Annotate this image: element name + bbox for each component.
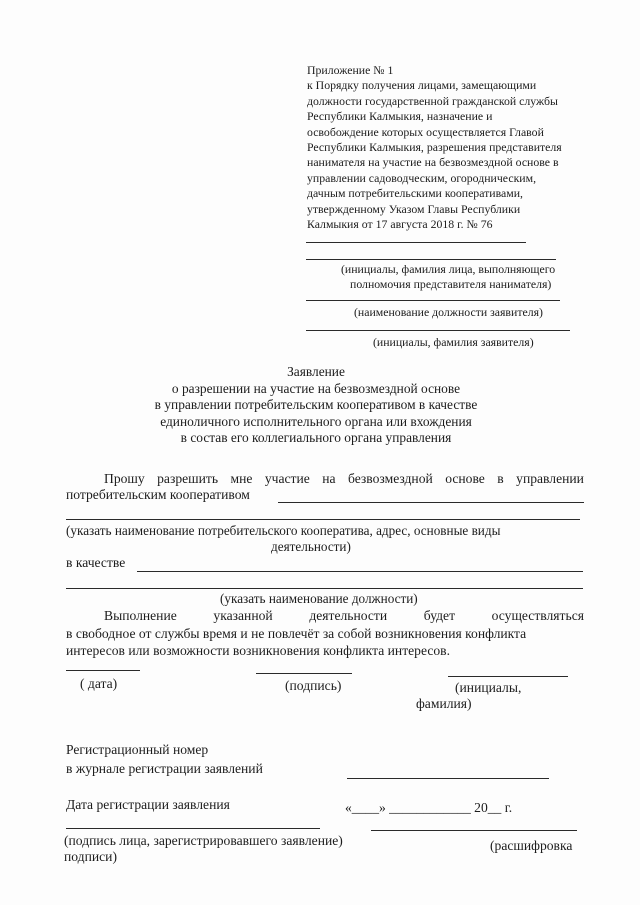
registration-number-label: в журнале регистрации заявлений (66, 761, 263, 776)
position-hint: (наименование должности заявителя) (354, 305, 543, 319)
appendix-line: должности государственной гражданской службы (307, 93, 558, 108)
word: Выполнение (104, 608, 177, 623)
employer-hint: (инициалы, фамилия лица, выполняющего (341, 262, 556, 276)
applicant-hint: (инициалы, фамилия заявителя) (373, 335, 534, 349)
appendix-line: Приложение № 1 (307, 63, 394, 77)
appendix-line: нанимателя на участие на безвозмездной основе в (307, 155, 559, 170)
request-line-2: потребительским кооперативом (66, 487, 250, 502)
capacity-blank-line-2[interactable] (66, 588, 583, 589)
appendix-line: утвержденному Указом Главы Республики (307, 201, 521, 216)
document-title (0, 364, 636, 447)
capacity-blank-line-1[interactable] (137, 571, 583, 572)
title-line: о разрешении на участие на безвозмездной основе (171, 380, 461, 396)
date-blank-line[interactable] (66, 670, 140, 671)
in-capacity-label: в качестве (66, 555, 126, 570)
appendix-line: управлении садоводческим, огородническим, (307, 170, 537, 185)
word: мне (230, 471, 253, 486)
word: осуществляться (491, 608, 584, 623)
request-line-1 (104, 471, 584, 487)
applicant-blank-line[interactable] (306, 330, 570, 331)
word: управлении (516, 471, 584, 486)
cooperative-blank-line-2[interactable] (66, 519, 580, 520)
registration-number-blank-line[interactable] (347, 778, 549, 779)
word: на (322, 471, 336, 486)
initials-label: (инициалы, (455, 680, 522, 695)
decode-signature-line[interactable] (371, 830, 577, 831)
employer-blank-line-2[interactable] (306, 259, 556, 260)
title-line: в управлении потребительским кооперативом в качестве (154, 397, 478, 413)
initials-blank-line[interactable] (448, 676, 568, 677)
registrar-label: (подпись лица, зарегистрировавшего заявление) (64, 833, 343, 848)
word: указанной (213, 608, 273, 623)
statement-line-1 (104, 608, 584, 624)
statement-line-2: в свободное от службы время и не повлечёт за собой возникновения конфликта (66, 626, 527, 641)
decode-label: (расшифровка (490, 838, 573, 853)
appendix-line: Республики Калмыкия, разрешения представителя (307, 140, 562, 155)
position-blank-line[interactable] (306, 300, 560, 301)
registration-date-field[interactable]: «____» ____________ 20__ г. (345, 800, 513, 815)
appendix-line: Калмыкия от 17 августа 2018 г. № 76 (307, 217, 493, 232)
employer-hint: полномочия представителя нанимателя) (350, 277, 552, 291)
appendix-header (307, 63, 562, 232)
cooperative-hint: (указать наименование потребительского кооператива, адрес, основные виды (66, 523, 501, 538)
registration-date-label: Дата регистрации заявления (66, 797, 230, 812)
title-line: единоличного исполнительного органа или вхождения (160, 413, 472, 429)
statement-line-3: интересов или возможности возникновения конфликта интересов. (66, 643, 450, 658)
word: деятельности (309, 608, 388, 623)
appendix-line: Республики Калмыкия, назначение и (307, 109, 493, 124)
title-line: в состав его коллегиального органа управления (180, 430, 452, 446)
word: в (497, 471, 504, 486)
capacity-hint: (указать наименование должности) (220, 591, 418, 606)
word: основе (445, 471, 485, 486)
appendix-line: дачным потребительскими кооперативами, (307, 186, 523, 201)
word: разрешить (157, 471, 219, 486)
cooperative-blank-line-1[interactable] (278, 502, 584, 503)
date-label: ( дата) (80, 676, 118, 691)
employer-blank-line-1[interactable] (306, 242, 526, 243)
cooperative-hint: деятельности) (271, 539, 351, 554)
word: участие (264, 471, 310, 486)
appendix-line: к Порядку получения лицами, замещающими (307, 78, 537, 93)
signature-blank-line[interactable] (256, 673, 352, 674)
decode-label: подписи) (64, 849, 117, 864)
initials-label: фамилия) (416, 696, 472, 711)
title-line: Заявление (287, 364, 345, 379)
registration-number-label: Регистрационный номер (66, 742, 209, 757)
signature-label: (подпись) (285, 678, 342, 693)
word: Прошу (104, 471, 145, 486)
appendix-line: освобождение которых осуществляется Главой (307, 124, 544, 139)
word: будет (423, 608, 456, 623)
registrar-signature-line[interactable] (66, 828, 320, 829)
word: безвозмездной (347, 471, 433, 486)
